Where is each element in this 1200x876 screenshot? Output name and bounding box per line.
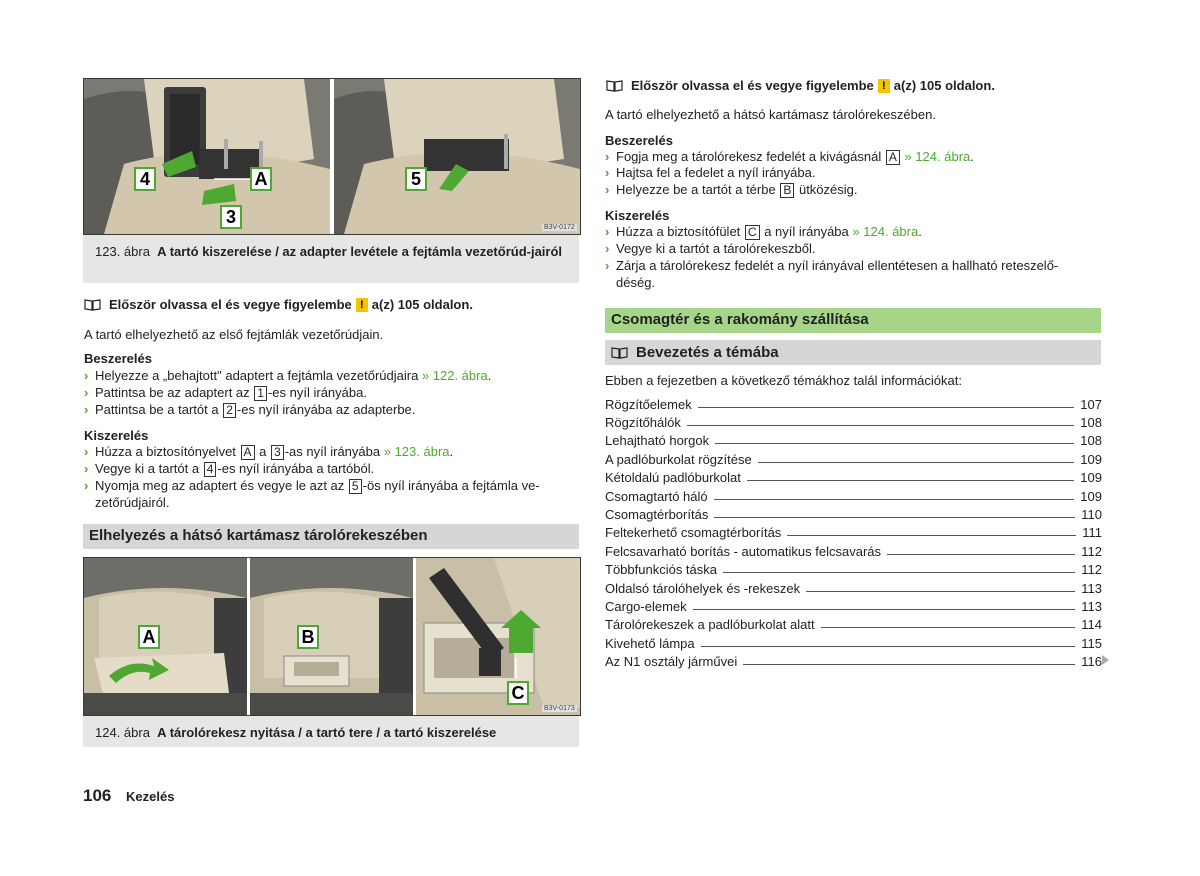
toc-item-page: 109 xyxy=(1080,470,1102,486)
note-text: Először olvassa el és vegye figyelembe xyxy=(631,78,874,93)
next-page-arrow-icon[interactable] xyxy=(1102,655,1109,665)
toc-item-label: Kivehető lámpa xyxy=(605,635,695,651)
remove-step: › Nyomja meg az adaptert és vegye le azt az 5 -ös nyíl irányába a fejtámla ve- zetőrúdjairól. xyxy=(84,478,540,510)
note-page-ref[interactable]: a(z) 105 oldalon. xyxy=(371,297,473,312)
install-step: › Fogja meg a tárolórekesz fedelét a kivágásnál A » 124. ábra. xyxy=(605,149,974,164)
toc-item[interactable] xyxy=(605,524,1102,542)
remove-step: › Húzza a biztosítónyelvet A a 3 -as nyíl irányába » 123. ábra. xyxy=(84,444,454,459)
toc-item-label: Kétoldalú padlóburkolat xyxy=(605,470,741,486)
toc-item-page: 108 xyxy=(1080,414,1102,430)
chapter-title: Csomagtér és a rakomány szállítása xyxy=(605,308,1101,333)
book-icon xyxy=(84,298,101,311)
toc-item-label: Rögzítőhálók xyxy=(605,414,681,430)
chevron-icon: › xyxy=(605,258,610,273)
toc-item-label: Többfunkciós táska xyxy=(605,562,718,578)
toc-item[interactable] xyxy=(605,432,1102,450)
figure-123-illustration xyxy=(84,79,580,234)
section-title-text: Bevezetés a témába xyxy=(636,343,779,361)
install-heading: Beszerelés xyxy=(84,351,152,366)
toc-item[interactable] xyxy=(605,413,1102,431)
figure-code: B3V-0173 xyxy=(544,705,575,712)
install-step: › Pattintsa be a tartót a 2 -es nyíl irányába az adapterbe. xyxy=(84,402,416,417)
toc-item-label: Csomagtérborítás xyxy=(605,506,709,522)
figure-number: 124. ábra xyxy=(95,725,150,740)
key-label: 5 xyxy=(349,479,362,494)
toc-item-label: A padlóburkolat rögzítése xyxy=(605,451,752,467)
toc-item-page: 113 xyxy=(1081,580,1102,596)
figure-123 xyxy=(83,78,581,235)
toc-item-page: 107 xyxy=(1080,396,1102,412)
figure-124 xyxy=(83,557,581,716)
figure-title: A tartó kiszerelése / az adapter levétele a fejtámla vezetőrúd-jairól xyxy=(157,244,563,259)
key-label: 1 xyxy=(254,386,267,401)
callout-C: C xyxy=(507,681,529,705)
chevron-icon: › xyxy=(605,165,610,180)
toc-item-page: 114 xyxy=(1081,617,1102,633)
toc-leader-line xyxy=(701,646,1076,647)
intro-text: A tartó elhelyezhető a hátsó kartámasz tárolórekeszében. xyxy=(605,107,936,122)
toc-item-page: 115 xyxy=(1081,635,1102,651)
toc-item[interactable] xyxy=(605,616,1102,634)
callout-B: B xyxy=(297,625,319,649)
chevron-icon: › xyxy=(84,478,89,493)
callout-A: A xyxy=(250,167,272,191)
toc-intro: Ebben a fejezetben a következő témákhoz talál információkat: xyxy=(605,373,962,388)
chapter-name: Kezelés xyxy=(126,789,175,804)
toc-item-label: Cargo-elemek xyxy=(605,598,687,614)
toc-leader-line xyxy=(821,627,1076,628)
figure-link[interactable]: » 123. ábra xyxy=(383,444,450,459)
toc-leader-line xyxy=(806,591,1075,592)
callout-A: A xyxy=(138,625,160,649)
toc-item-page: 110 xyxy=(1081,506,1102,522)
toc-item[interactable] xyxy=(605,469,1102,487)
toc-leader-line xyxy=(787,535,1076,536)
read-first-note xyxy=(84,297,473,312)
toc-item[interactable] xyxy=(605,597,1102,615)
toc-item-label: Felcsavarható borítás - automatikus felcsavarás xyxy=(605,543,882,559)
key-label: 4 xyxy=(204,462,217,477)
toc-item-label: Az N1 osztály járművei xyxy=(605,654,738,670)
book-icon xyxy=(611,346,628,359)
toc-leader-line xyxy=(887,554,1075,555)
callout-4: 4 xyxy=(134,167,156,191)
toc-leader-line xyxy=(714,517,1075,518)
figure-link[interactable]: » 124. ábra xyxy=(852,224,919,239)
figure-number: 123. ábra xyxy=(95,244,150,259)
key-label: B xyxy=(780,183,794,198)
remove-step: › Vegye ki a tartót a tárolórekeszből. xyxy=(605,241,816,256)
key-label: A xyxy=(241,445,255,460)
toc-item-page: 113 xyxy=(1081,598,1102,614)
toc-item-page: 112 xyxy=(1081,543,1102,559)
toc-item-label: Tárolórekeszek a padlóburkolat alatt xyxy=(605,617,815,633)
key-label: A xyxy=(886,150,900,165)
toc-item[interactable] xyxy=(605,561,1102,579)
toc-item-page: 116 xyxy=(1081,654,1102,670)
book-icon xyxy=(606,79,623,92)
note-page-ref[interactable]: a(z) 105 oldalon. xyxy=(893,78,995,93)
toc-leader-line xyxy=(698,407,1075,408)
toc-leader-line xyxy=(758,462,1075,463)
section-title xyxy=(605,340,1101,365)
figure-title: A tárolórekesz nyitása / a tartó tere / a tartó kiszerelése xyxy=(157,725,497,740)
toc-item[interactable] xyxy=(605,542,1102,560)
chevron-icon: › xyxy=(84,444,89,459)
toc-item[interactable] xyxy=(605,487,1102,505)
read-first-note xyxy=(606,78,995,93)
install-step: › Hajtsa fel a fedelet a nyíl irányába. xyxy=(605,165,816,180)
toc-item-page: 112 xyxy=(1081,562,1102,578)
toc-item-page: 108 xyxy=(1080,433,1102,449)
toc-leader-line xyxy=(723,572,1075,573)
toc-item[interactable] xyxy=(605,505,1102,523)
section-title: Elhelyezés a hátsó kartámasz tárolórekeszében xyxy=(83,524,579,549)
chevron-icon: › xyxy=(605,182,610,197)
toc-leader-line xyxy=(715,443,1074,444)
note-text: Először olvassa el és vegye figyelembe xyxy=(109,297,352,312)
toc-item-label: Lehajtható horgok xyxy=(605,433,710,449)
toc-item-label: Rögzítőelemek xyxy=(605,396,692,412)
toc-item-label: Feltekerhető csomagtérborítás xyxy=(605,525,782,541)
figure-link[interactable]: » 124. ábra xyxy=(904,149,971,164)
toc-item[interactable] xyxy=(605,395,1102,413)
warning-icon: ! xyxy=(356,298,368,312)
install-step: › Pattintsa be az adaptert az 1 -es nyíl irányába. xyxy=(84,385,367,400)
chevron-icon: › xyxy=(84,368,89,383)
chevron-icon: › xyxy=(605,224,610,239)
chevron-icon: › xyxy=(84,385,89,400)
warning-icon: ! xyxy=(878,79,890,93)
install-heading: Beszerelés xyxy=(605,133,673,148)
chevron-icon: › xyxy=(605,149,610,164)
install-step: › Helyezze a „behajtott" adaptert a fejtámla vezetőrúdjaira » 122. ábra. xyxy=(84,368,492,383)
toc-leader-line xyxy=(687,425,1074,426)
chevron-icon: › xyxy=(84,461,89,476)
remove-step: › Zárja a tárolórekesz fedelét a nyíl irányával ellentétesen a hallható reteszelő- déség. xyxy=(605,258,1059,290)
callout-3: 3 xyxy=(220,205,242,229)
chevron-icon: › xyxy=(84,402,89,417)
toc-leader-line xyxy=(743,664,1075,665)
remove-step: › Húzza a biztosítófület C a nyíl irányába » 124. ábra. xyxy=(605,224,922,239)
toc-item-label: Csomagtartó háló xyxy=(605,488,708,504)
toc-item-page: 109 xyxy=(1080,451,1102,467)
toc-item[interactable] xyxy=(605,450,1102,468)
toc-leader-line xyxy=(714,499,1075,500)
toc-item[interactable] xyxy=(605,634,1102,652)
toc-item[interactable] xyxy=(605,653,1102,671)
figure-link[interactable]: » 122. ábra xyxy=(421,368,488,383)
remove-step: › Vegye ki a tartót a 4 -es nyíl irányába a tartóból. xyxy=(84,461,375,476)
callout-5: 5 xyxy=(405,167,427,191)
figure-code: B3V-0172 xyxy=(544,224,575,231)
figure-123-caption xyxy=(83,235,579,283)
figure-124-caption xyxy=(83,716,579,747)
remove-heading: Kiszerelés xyxy=(605,208,670,223)
toc-item-page: 109 xyxy=(1080,488,1102,504)
intro-text: A tartó elhelyezhető az első fejtámlák vezetőrúdjain. xyxy=(84,327,384,342)
toc-item[interactable] xyxy=(605,579,1102,597)
toc-leader-line xyxy=(693,609,1076,610)
toc-item-page: 111 xyxy=(1082,525,1102,541)
key-label: C xyxy=(745,225,760,240)
toc-item-label: Oldalsó tárolóhelyek és -rekeszek xyxy=(605,580,801,596)
chevron-icon: › xyxy=(605,241,610,256)
install-step: › Helyezze be a tartót a térbe B ütközésig. xyxy=(605,182,858,197)
key-label: 2 xyxy=(223,403,236,418)
page-number: 106 xyxy=(83,786,112,805)
key-label: 3 xyxy=(271,445,284,460)
toc-leader-line xyxy=(747,480,1074,481)
remove-heading: Kiszerelés xyxy=(84,428,149,443)
